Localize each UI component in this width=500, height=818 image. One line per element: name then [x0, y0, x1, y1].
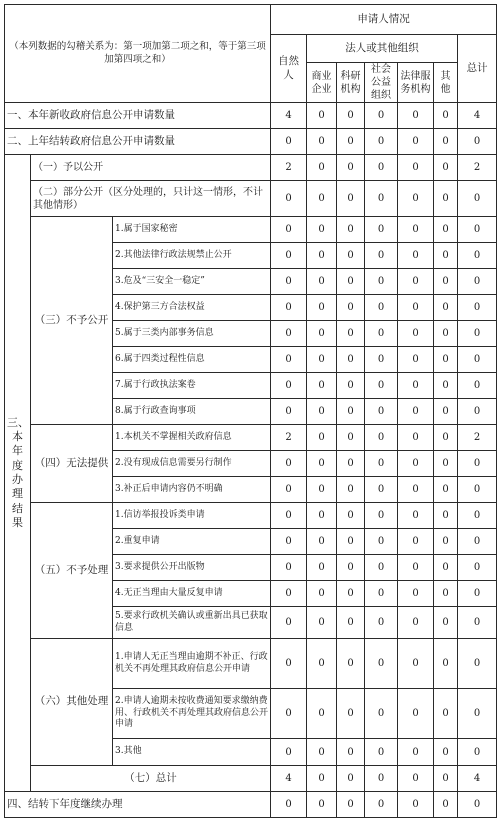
value-cell: 0 — [458, 451, 497, 477]
value-cell: 0 — [398, 477, 434, 503]
applicant-info-header: 申请人情况 — [271, 5, 497, 35]
item-label: 6.属于四类过程性信息 — [113, 347, 271, 373]
natural-person-header: 自然人 — [271, 35, 307, 103]
value-cell: 0 — [458, 477, 497, 503]
item-label: 3.补正后申请内容仍不明确 — [113, 477, 271, 503]
item-label: 2.没有现成信息需要另行制作 — [113, 451, 271, 477]
value-cell: 0 — [271, 451, 307, 477]
value-cell: 0 — [398, 399, 434, 425]
research-institution-header: 科研机构 — [337, 63, 365, 103]
value-cell: 0 — [271, 555, 307, 581]
legal-service-org-header: 法律服务机构 — [398, 63, 434, 103]
value-cell: 0 — [365, 766, 398, 792]
value-cell: 0 — [271, 129, 307, 155]
unable-to-provide-label: （四）无法提供 — [31, 425, 113, 503]
table-row — [5, 503, 497, 529]
value-cell: 0 — [434, 103, 458, 129]
value-cell: 0 — [398, 347, 434, 373]
legal-orgs-header: 法人或其他组织 — [307, 35, 458, 63]
value-cell: 0 — [458, 373, 497, 399]
value-cell: 0 — [398, 129, 434, 155]
value-cell: 0 — [434, 181, 458, 217]
value-cell: 0 — [365, 639, 398, 689]
item-label: 1.本机关不掌握相关政府信息 — [113, 425, 271, 451]
value-cell: 0 — [434, 321, 458, 347]
item-label: 7.属于行政执法案卷 — [113, 373, 271, 399]
table-row — [5, 181, 497, 217]
value-cell: 0 — [365, 243, 398, 269]
value-cell: 0 — [398, 639, 434, 689]
value-cell: 0 — [458, 792, 497, 818]
value-cell: 0 — [271, 792, 307, 818]
value-cell: 0 — [434, 792, 458, 818]
value-cell: 0 — [458, 217, 497, 243]
value-cell: 0 — [434, 269, 458, 295]
value-cell: 0 — [307, 103, 337, 129]
value-cell: 0 — [398, 181, 434, 217]
value-cell: 0 — [365, 155, 398, 181]
value-cell: 0 — [337, 766, 365, 792]
value-cell: 0 — [398, 607, 434, 639]
value-cell: 0 — [337, 181, 365, 217]
value-cell: 0 — [307, 217, 337, 243]
value-cell: 0 — [365, 689, 398, 739]
table-row — [5, 792, 497, 818]
item-label: 1.申请人无正当理由逾期不补正、行政机关不再处理其政府信息公开申请 — [113, 639, 271, 689]
table-row — [5, 766, 497, 792]
value-cell: 0 — [307, 155, 337, 181]
value-cell: 0 — [337, 739, 365, 766]
value-cell: 0 — [365, 792, 398, 818]
value-cell: 0 — [271, 581, 307, 607]
value-cell: 0 — [337, 321, 365, 347]
value-cell: 0 — [307, 347, 337, 373]
value-cell: 0 — [458, 607, 497, 639]
value-cell: 0 — [365, 581, 398, 607]
value-cell: 0 — [307, 607, 337, 639]
value-cell: 0 — [398, 739, 434, 766]
value-cell: 0 — [271, 739, 307, 766]
table-row — [5, 217, 497, 243]
value-cell: 0 — [337, 295, 365, 321]
value-cell: 0 — [458, 243, 497, 269]
value-cell: 0 — [337, 155, 365, 181]
value-cell: 2 — [458, 425, 497, 451]
value-cell: 0 — [337, 217, 365, 243]
value-cell: 0 — [365, 555, 398, 581]
value-cell: 0 — [398, 217, 434, 243]
commercial-enterprise-header: 商业企业 — [307, 63, 337, 103]
value-cell: 0 — [458, 347, 497, 373]
value-cell: 0 — [434, 766, 458, 792]
value-cell: 0 — [434, 373, 458, 399]
not-disclosed-label: （三）不予公开 — [31, 217, 113, 425]
value-cell: 0 — [434, 129, 458, 155]
value-cell: 0 — [307, 295, 337, 321]
value-cell: 0 — [398, 295, 434, 321]
relationship-note: （本列数据的勾稽关系为：第一项加第二项之和，等于第三项加第四项之和） — [5, 5, 271, 103]
value-cell: 0 — [458, 739, 497, 766]
value-cell: 0 — [271, 477, 307, 503]
value-cell: 0 — [365, 269, 398, 295]
value-cell: 0 — [398, 155, 434, 181]
value-cell: 0 — [337, 425, 365, 451]
value-cell: 0 — [434, 689, 458, 739]
value-cell: 0 — [398, 503, 434, 529]
value-cell: 0 — [307, 529, 337, 555]
value-cell: 0 — [434, 217, 458, 243]
disclosed-label: （一）予以公开 — [31, 155, 271, 181]
value-cell: 0 — [307, 425, 337, 451]
value-cell: 0 — [365, 529, 398, 555]
item-label: 3.其他 — [113, 739, 271, 766]
value-cell: 0 — [398, 451, 434, 477]
value-cell: 0 — [271, 607, 307, 639]
value-cell: 0 — [337, 689, 365, 739]
value-cell: 0 — [337, 581, 365, 607]
disclosure-statistics-table — [4, 4, 497, 818]
value-cell: 0 — [398, 581, 434, 607]
table-row — [5, 103, 497, 129]
value-cell: 0 — [271, 347, 307, 373]
value-cell: 4 — [458, 766, 497, 792]
item-label: 4.无正当理由大量反复申请 — [113, 581, 271, 607]
value-cell: 0 — [458, 321, 497, 347]
item-label: 3.要求提供公开出版物 — [113, 555, 271, 581]
value-cell: 0 — [271, 269, 307, 295]
value-cell: 0 — [337, 373, 365, 399]
new-requests-label: 一、本年新收政府信息公开申请数量 — [5, 103, 271, 129]
value-cell: 0 — [337, 243, 365, 269]
value-cell: 0 — [365, 607, 398, 639]
item-label: 5.要求行政机关确认或重新出具已获取信息 — [113, 607, 271, 639]
value-cell: 0 — [307, 792, 337, 818]
value-cell: 0 — [271, 181, 307, 217]
value-cell: 0 — [434, 581, 458, 607]
item-label: 1.信访举报投诉类申请 — [113, 503, 271, 529]
value-cell: 0 — [307, 129, 337, 155]
item-label: 2.重复申请 — [113, 529, 271, 555]
value-cell: 0 — [337, 555, 365, 581]
value-cell: 0 — [271, 689, 307, 739]
social-welfare-org-header: 社会公益组织 — [365, 63, 398, 103]
value-cell: 0 — [458, 129, 497, 155]
item-label: 4.保护第三方合法权益 — [113, 295, 271, 321]
government-info-disclosure-table-sheet — [4, 4, 496, 810]
item-label: 3.危及“三安全一稳定” — [113, 269, 271, 295]
value-cell: 0 — [398, 373, 434, 399]
item-label: 2.其他法律行政法规禁止公开 — [113, 243, 271, 269]
value-cell: 0 — [307, 269, 337, 295]
value-cell: 0 — [458, 529, 497, 555]
table-row — [5, 129, 497, 155]
value-cell: 0 — [337, 347, 365, 373]
value-cell: 0 — [458, 399, 497, 425]
value-cell: 0 — [398, 425, 434, 451]
value-cell: 0 — [271, 503, 307, 529]
value-cell: 0 — [271, 243, 307, 269]
value-cell: 0 — [398, 321, 434, 347]
value-cell: 0 — [365, 503, 398, 529]
value-cell: 0 — [434, 607, 458, 639]
value-cell: 0 — [307, 739, 337, 766]
table-row — [5, 5, 497, 35]
value-cell: 0 — [365, 477, 398, 503]
value-cell: 0 — [307, 766, 337, 792]
value-cell: 0 — [337, 639, 365, 689]
value-cell: 0 — [271, 529, 307, 555]
value-cell: 0 — [458, 503, 497, 529]
other-org-header: 其他 — [434, 63, 458, 103]
value-cell: 0 — [434, 425, 458, 451]
value-cell: 0 — [337, 269, 365, 295]
value-cell: 0 — [271, 373, 307, 399]
value-cell: 0 — [365, 451, 398, 477]
table-row — [5, 155, 497, 181]
value-cell: 2 — [271, 155, 307, 181]
value-cell: 0 — [434, 295, 458, 321]
value-cell: 0 — [458, 269, 497, 295]
value-cell: 0 — [398, 555, 434, 581]
value-cell: 0 — [365, 321, 398, 347]
value-cell: 0 — [434, 739, 458, 766]
table-row — [5, 425, 497, 451]
value-cell: 0 — [398, 689, 434, 739]
value-cell: 0 — [434, 399, 458, 425]
value-cell: 4 — [271, 766, 307, 792]
item-label: 1.属于国家秘密 — [113, 217, 271, 243]
value-cell: 0 — [434, 243, 458, 269]
value-cell: 0 — [458, 181, 497, 217]
item-label: 8.属于行政查询事项 — [113, 399, 271, 425]
value-cell: 0 — [365, 181, 398, 217]
value-cell: 0 — [398, 243, 434, 269]
carried-over-requests-label: 二、上年结转政府信息公开申请数量 — [5, 129, 271, 155]
value-cell: 0 — [307, 373, 337, 399]
value-cell: 0 — [337, 607, 365, 639]
value-cell: 0 — [307, 321, 337, 347]
value-cell: 0 — [337, 103, 365, 129]
carry-forward-label: 四、结转下年度继续办理 — [5, 792, 271, 818]
value-cell: 0 — [307, 555, 337, 581]
value-cell: 0 — [365, 103, 398, 129]
value-cell: 4 — [271, 103, 307, 129]
value-cell: 0 — [271, 399, 307, 425]
table-row — [5, 639, 497, 689]
value-cell: 0 — [307, 503, 337, 529]
value-cell: 0 — [434, 155, 458, 181]
value-cell: 0 — [271, 295, 307, 321]
value-cell: 0 — [434, 639, 458, 689]
value-cell: 0 — [365, 739, 398, 766]
item-label: 2.申请人逾期未按收费通知要求缴纳费用、行政机关不再处理其政府信息公开申请 — [113, 689, 271, 739]
partially-disclosed-label: （二）部分公开（区分处理的，只计这一情形，不计其他情形） — [31, 181, 271, 217]
value-cell: 0 — [458, 295, 497, 321]
not-processed-label: （五）不予处理 — [31, 503, 113, 639]
value-cell: 0 — [398, 529, 434, 555]
value-cell: 0 — [307, 181, 337, 217]
value-cell: 0 — [337, 451, 365, 477]
value-cell: 0 — [307, 243, 337, 269]
value-cell: 0 — [365, 399, 398, 425]
total-header: 总计 — [458, 35, 497, 103]
value-cell: 0 — [307, 399, 337, 425]
value-cell: 0 — [337, 129, 365, 155]
value-cell: 0 — [365, 425, 398, 451]
value-cell: 0 — [398, 766, 434, 792]
value-cell: 0 — [307, 477, 337, 503]
value-cell: 0 — [365, 129, 398, 155]
value-cell: 0 — [337, 529, 365, 555]
value-cell: 0 — [458, 639, 497, 689]
other-processing-label: （六）其他处理 — [31, 639, 113, 766]
value-cell: 0 — [337, 399, 365, 425]
value-cell: 0 — [434, 503, 458, 529]
value-cell: 0 — [458, 581, 497, 607]
value-cell: 0 — [271, 639, 307, 689]
value-cell: 0 — [271, 321, 307, 347]
value-cell: 0 — [271, 217, 307, 243]
value-cell: 0 — [337, 792, 365, 818]
value-cell: 0 — [434, 555, 458, 581]
value-cell: 4 — [458, 103, 497, 129]
value-cell: 0 — [398, 792, 434, 818]
value-cell: 0 — [434, 477, 458, 503]
value-cell: 0 — [434, 529, 458, 555]
value-cell: 2 — [271, 425, 307, 451]
value-cell: 0 — [307, 689, 337, 739]
value-cell: 0 — [434, 347, 458, 373]
value-cell: 0 — [365, 373, 398, 399]
item-label: 5.属于三类内部事务信息 — [113, 321, 271, 347]
value-cell: 0 — [365, 295, 398, 321]
value-cell: 0 — [458, 689, 497, 739]
value-cell: 0 — [365, 217, 398, 243]
value-cell: 2 — [458, 155, 497, 181]
value-cell: 0 — [307, 451, 337, 477]
value-cell: 0 — [398, 103, 434, 129]
annual-results-section-text: 三、本年度办理结果 — [7, 415, 29, 529]
value-cell: 0 — [365, 347, 398, 373]
value-cell: 0 — [458, 555, 497, 581]
value-cell: 0 — [434, 451, 458, 477]
value-cell: 0 — [337, 503, 365, 529]
subtotal-label: （七）总计 — [31, 766, 271, 792]
value-cell: 0 — [307, 639, 337, 689]
value-cell: 0 — [398, 269, 434, 295]
value-cell: 0 — [307, 581, 337, 607]
value-cell: 0 — [337, 477, 365, 503]
annual-results-section-label — [5, 155, 31, 792]
